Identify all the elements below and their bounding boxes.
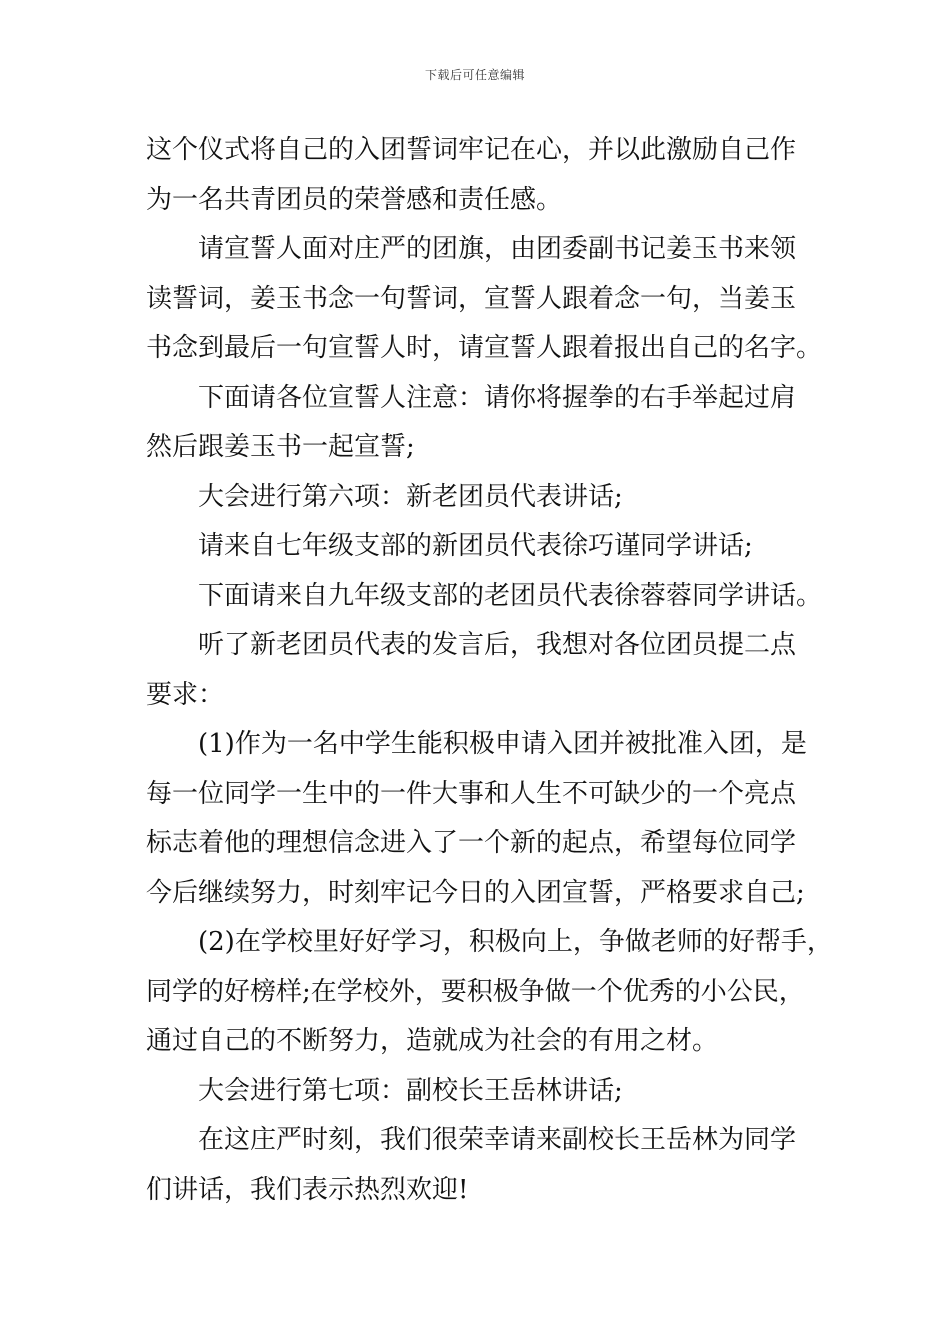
text-line: 为一名共青团员的荣誉感和责任感。 [146,184,563,215]
text-line: (2)在学校里好好学习，积极向上，争做老师的好帮手， [198,927,833,957]
page-header-note: 下载后可任意编辑 [424,68,525,82]
text-line: 标志着他的理想信念进入了一个新的起点，希望每位同学 [146,828,797,858]
text-line: 们讲话，我们表示热烈欢迎! [146,1174,469,1205]
text-line: 下面请来自九年级支部的老团员代表徐蓉蓉同学讲话。 [198,580,823,611]
text-line: 请来自七年级支部的新团员代表徐巧谨同学讲话; [198,531,753,561]
text-line: (1)作为一名中学生能积极申请入团并被批准入团，是 [198,729,807,759]
text-line: 这个仪式将自己的入团誓词牢记在心，并以此激励自己作 [146,135,797,165]
text-line: 同学的好榜样;在学校外，要积极争做一个优秀的小公民， [146,976,805,1007]
text-line: 听了新老团员代表的发言后，我想对各位团员提二点 [198,630,797,660]
document-body [146,126,833,1215]
text-line: 在这庄严时刻，我们很荣幸请来副校长王岳林为同学 [198,1125,797,1155]
text-line: 通过自己的不断努力，造就成为社会的有用之材。 [146,1026,719,1056]
text-line: 书念到最后一句宣誓人时，请宣誓人跟着报出自己的名字。 [146,333,823,363]
text-line: 要求： [146,679,225,710]
text-line: 大会进行第七项：副校长王岳林讲话; [198,1075,623,1106]
text-line: 下面请各位宣誓人注意：请你将握拳的右手举起过肩 [198,382,797,413]
text-line: 读誓词，姜玉书念一句誓词，宣誓人跟着念一句，当姜玉 [146,283,797,314]
text-line: 今后继续努力，时刻牢记今日的入团宣誓，严格要求自己; [146,877,805,908]
text-line: 每一位同学一生中的一件大事和人生不可缺少的一个亮点 [146,778,797,809]
text-line: 然后跟姜玉书一起宣誓; [146,432,415,462]
text-line: 请宣誓人面对庄严的团旗，由团委副书记姜玉书来领 [198,234,797,264]
text-line: 大会进行第六项：新老团员代表讲话; [198,481,623,512]
